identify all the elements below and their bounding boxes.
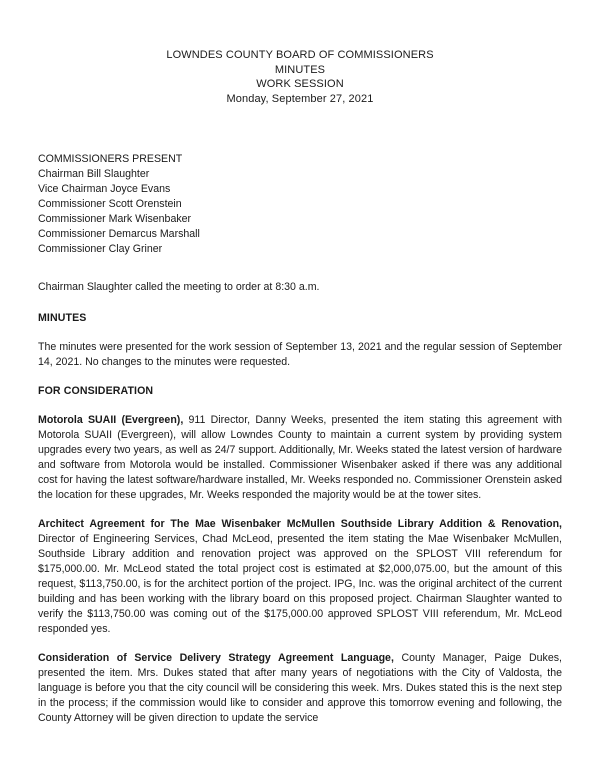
document-body — [38, 280, 562, 726]
attendee-commissioner-orenstein: Commissioner Scott Orenstein — [38, 198, 182, 210]
header-line-organization: LOWNDES COUNTY BOARD OF COMMISSIONERS — [166, 49, 434, 61]
attendees-heading: COMMISSIONERS PRESENT — [38, 153, 183, 165]
item-lead-service-delivery-strategy: Consideration of Service Delivery Strategy Agreement Language, — [38, 652, 394, 664]
minutes-heading: MINUTES — [38, 312, 87, 324]
consideration-item-service-delivery-strategy — [38, 651, 562, 726]
item-body-architect-agreement: Director of Engineering Services, Chad McLeod, presented the item stating the Mae Wisenbaker McMullen, Southside Library addition and renovation project was approved on the SPLOST VIII referendum for $175,000.00. Mr. McLeod stated the total project cost is estimated at $2,000,075.00, but the amount of this request, $113,750.00, is for the architect portion of the project. IPG, Inc. was the original architect of the current building and has been working with the library board on this proposed project. Chairman Slaughter wanted to verify the $113,750.00 was coming out of the $175,000.00 approved SPLOST VIII referendum, Mr. McLeod responded yes. — [38, 533, 562, 635]
item-body-motorola: 911 Director, Danny Weeks, presented the item stating this agreement with Motorola SUAII (Evergreen), will allow Lowndes County to maintain a current system by providing system upgrades every two years, as well as 24/7 support. Additionally, Mr. Weeks stated the latest version of hardware and software from Motorola would be installed. Commissioner Wisenbaker asked if there was any additional cost for having the latest software/hardware installed, Mr. Weeks responded no. Commissioner Orenstein asked the location for these upgrades, Mr. Weeks responded the majority would be at the tower sites. — [38, 414, 563, 501]
consideration-item-architect-agreement — [38, 517, 562, 637]
header-line-date: Monday, September 27, 2021 — [226, 92, 374, 105]
item-lead-architect-agreement: Architect Agreement for The Mae Wisenbaker McMullen Southside Library Addition & Renovation, — [38, 518, 562, 530]
attendees-section — [38, 152, 562, 257]
header-line-doctype: MINUTES — [274, 63, 326, 76]
consideration-item-motorola — [38, 413, 562, 503]
for-consideration-heading: FOR CONSIDERATION — [38, 385, 154, 397]
item-lead-motorola: Motorola SUAII (Evergreen), — [38, 414, 184, 426]
minutes-paragraph: The minutes were presented for the work session of September 13, 2021 and the regular session of September 14, 2021. No changes to the minutes were requested. — [38, 341, 562, 368]
attendee-commissioner-wisenbaker: Commissioner Mark Wisenbaker — [38, 213, 192, 225]
attendees-list — [38, 152, 562, 257]
header-line-session: WORK SESSION — [256, 78, 344, 91]
attendee-commissioner-griner: Commissioner Clay Griner — [38, 243, 163, 255]
attendee-commissioner-marshall: Commissioner Demarcus Marshall — [38, 228, 200, 240]
attendee-vice-chairman: Vice Chairman Joyce Evans — [38, 183, 171, 195]
attendee-chairman: Chairman Bill Slaughter — [38, 168, 150, 180]
call-to-order-text: Chairman Slaughter called the meeting to order at 8:30 a.m. — [38, 281, 320, 293]
document-header — [0, 0, 600, 106]
item-body-service-delivery-strategy: County Manager, Paige Dukes, presented the item. Mrs. Dukes stated that after many years of negotiations with the City of Valdosta, the language is before you that the city council will be considering this week. Mrs. Dukes stated this is the next step in the process; if the commission would like to consider and approve this tomorrow evening and following, the County Attorney will be given direction to update the service — [38, 652, 562, 724]
